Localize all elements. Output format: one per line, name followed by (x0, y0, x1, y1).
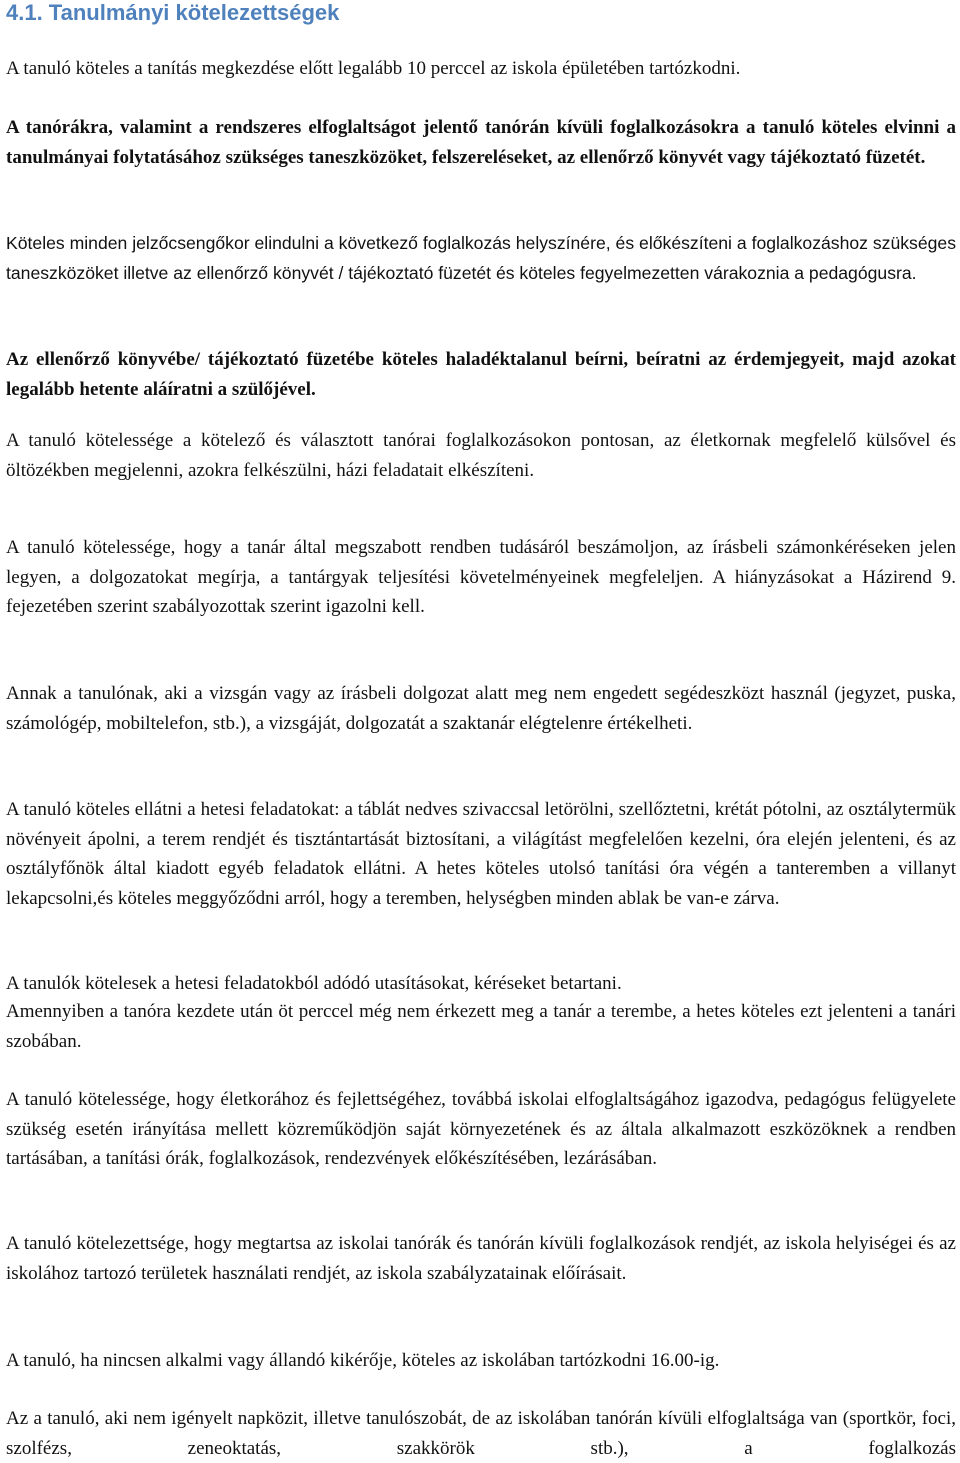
paragraph-stay-until: A tanuló, ha nincsen alkalmi vagy állandó kikérője, köteles az iskolában tartózkodni 16.00-ig. (6, 1350, 720, 1371)
paragraph-afterschool: Az a tanuló, aki nem igényelt napközit, illetve tanulószobát, de az iskolában tanórán kívüli elfoglaltsága van (sportkör, foci, szolfézs, zeneoktatás, szakkörök stb.), a foglalkozás (6, 1408, 956, 1459)
paragraph-accountability: A tanuló kötelessége, hogy a tanár által megszabott rendben tudásáról beszámoljon, az írásbeli számonkéréseken jelen legyen, a dolgozatokat megírja, a tantárgyak teljesítési követelményeinek megfeleljen. A hiányzásokat a Házirend 9. fejezetében szerint szabályozottak szerint igazolni kell. (6, 537, 956, 617)
section-heading: 4.1. Tanulmányi kötelezettségek (6, 0, 340, 25)
paragraph-arrival: A tanuló köteles a tanítás megkezdése előtt legalább 10 perccel az iskola épületében tartózkodni. (6, 58, 741, 79)
paragraph-teacher-absent: Amennyiben a tanóra kezdete után öt perccel még nem érkezett meg a tanár a terembe, a hetes köteles ezt jelenteni a tanári szobában. (6, 1001, 956, 1052)
paragraph-cheating: Annak a tanulónak, aki a vizsgán vagy az írásbeli dolgozat alatt meg nem engedett segédeszközt használ (jegyzet, puska, számológép, mobiltelefon, stb.), a vizsgáját, dolgozatát a szaktanár elégtelenre értékelheti. (6, 683, 956, 734)
paragraph-weekly-duty: A tanuló köteles ellátni a hetesi feladatokat: a táblát nedves szivaccsal letörölni, szellőztetni, krétát pótolni, az osztálytermük növényeit ápolni, a terem rendjét és tisztántartását biztosítani, a világítást megfelelően kezelni, óra elején jelenteni, és az osztályfőnök által kiadott egyéb feladatok ellátni. A hetes köteles utolsó tanítási óra végén a tanteremben a villanyt lekapcsolni,és köteles meggyőződni arról, hogy a teremben, helységben minden ablak be van-e zárva. (6, 799, 956, 909)
paragraph-environment: A tanuló kötelessége, hogy életkorához és fejlettségéhez, továbbá iskolai elfoglaltságához igazodva, pedagógus felügyelete szükség esetén irányítása mellett közreműködjön saját környezetének és az általa alkalmazott eszközöknek a rendben tartásában, a tanítási órák, foglalkozások, rendezvények előkészítésében, lezárásában. (6, 1089, 956, 1169)
paragraph-equipment: A tanórákra, valamint a rendszeres elfoglaltságot jelentő tanórán kívüli foglalkozásokra a tanuló köteles elvinni a tanulmányai folytatásához szükséges taneszközöket, felszereléseket, az ellenőrző könyvét vagy tájékoztató füzetét. (6, 117, 956, 168)
paragraph-attendance-duty: A tanuló kötelessége a kötelező és választott tanórai foglalkozásokon pontosan, az életkornak megfelelő külsővel és öltözékben megjelenni, azokra felkészülni, házi feladatait elkészíteni. (6, 430, 956, 481)
paragraph-gradebook: Az ellenőrző könyvébe/ tájékoztató füzetébe köteles haladéktalanul beírni, beíratni az érdemjegyeit, majd azokat legalább hetente aláíratni a szülőjével. (6, 349, 956, 400)
paragraph-bell: Köteles minden jelzőcsengőkor elindulni a következő foglalkozás helyszínére, és előkészíteni a foglalkozáshoz szükséges taneszközöket illetve az ellenőrző könyvét / tájékoztató füzetét és köteles fegyelmezetten várakoznia a pedagógusra. (6, 233, 956, 283)
paragraph-duty-instructions: A tanulók kötelesek a hetesi feladatokból adódó utasításokat, kéréseket betartani. (6, 973, 622, 994)
paragraph-school-rules: A tanuló kötelezettsége, hogy megtartsa az iskolai tanórák és tanórán kívüli foglalkozások rendjét, az iskola helyiségei és az iskolához tartozó területek használati rendjét, az iskola szabályzatainak előírásait. (6, 1233, 956, 1284)
